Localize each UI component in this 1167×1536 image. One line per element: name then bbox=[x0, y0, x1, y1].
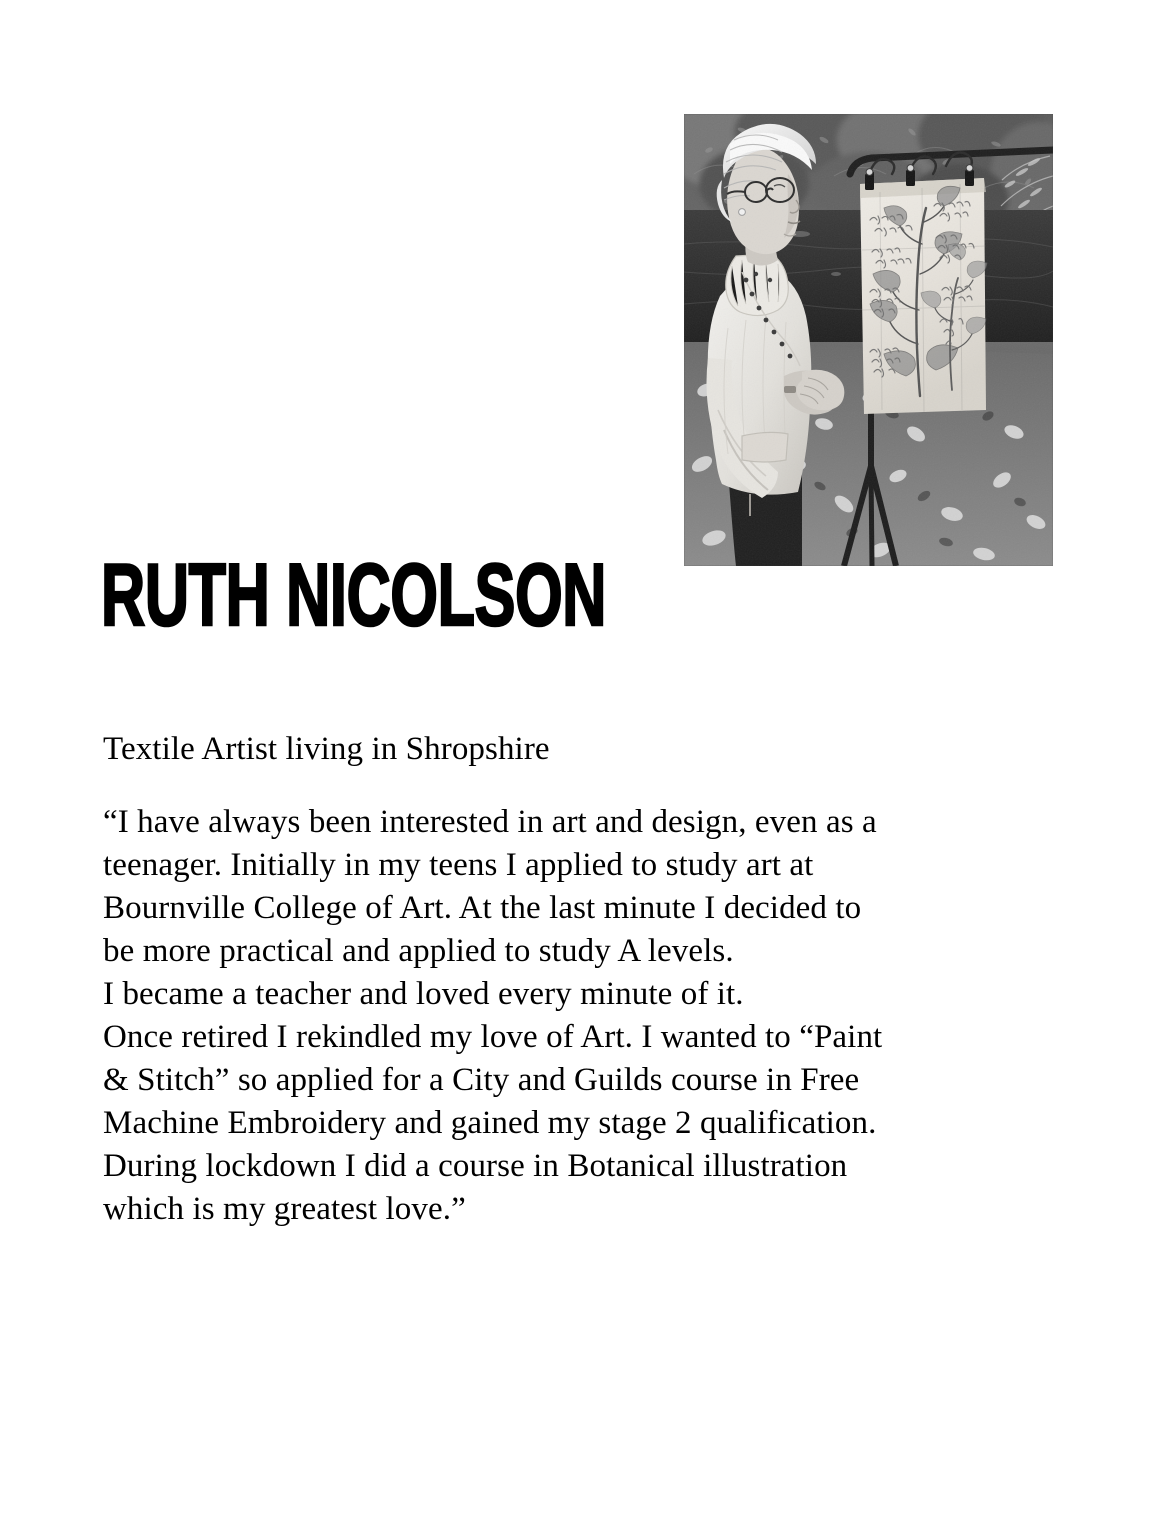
quote-line: During lockdown I did a course in Botanical illustration bbox=[103, 1148, 848, 1184]
quote-line: Machine Embroidery and gained my stage 2 qualification. bbox=[103, 1105, 877, 1141]
artist-quote bbox=[103, 801, 1063, 1231]
quote-line: & Stitch” so applied for a City and Guilds course in Free bbox=[103, 1062, 860, 1098]
photo-illustration bbox=[684, 114, 1053, 566]
quote-line: which is my greatest love.” bbox=[103, 1191, 466, 1227]
quote-line: I became a teacher and loved every minute of it. bbox=[103, 976, 744, 1012]
artist-photograph bbox=[684, 114, 1053, 566]
quote-line: “I have always been interested in art and design, even as a bbox=[103, 804, 877, 840]
quote-line: Once retired I rekindled my love of Art. I wanted to “Paint bbox=[103, 1019, 883, 1055]
intro-line: Textile Artist living in Shropshire bbox=[103, 731, 550, 767]
biography-text bbox=[103, 728, 1063, 1231]
quote-line: Bournville College of Art. At the last minute I decided to bbox=[103, 890, 862, 926]
page-title: RUTH NICOLSON bbox=[101, 544, 607, 644]
quote-line: be more practical and applied to study A levels. bbox=[103, 933, 734, 969]
quote-line: teenager. Initially in my teens I applied to study art at bbox=[103, 847, 814, 883]
